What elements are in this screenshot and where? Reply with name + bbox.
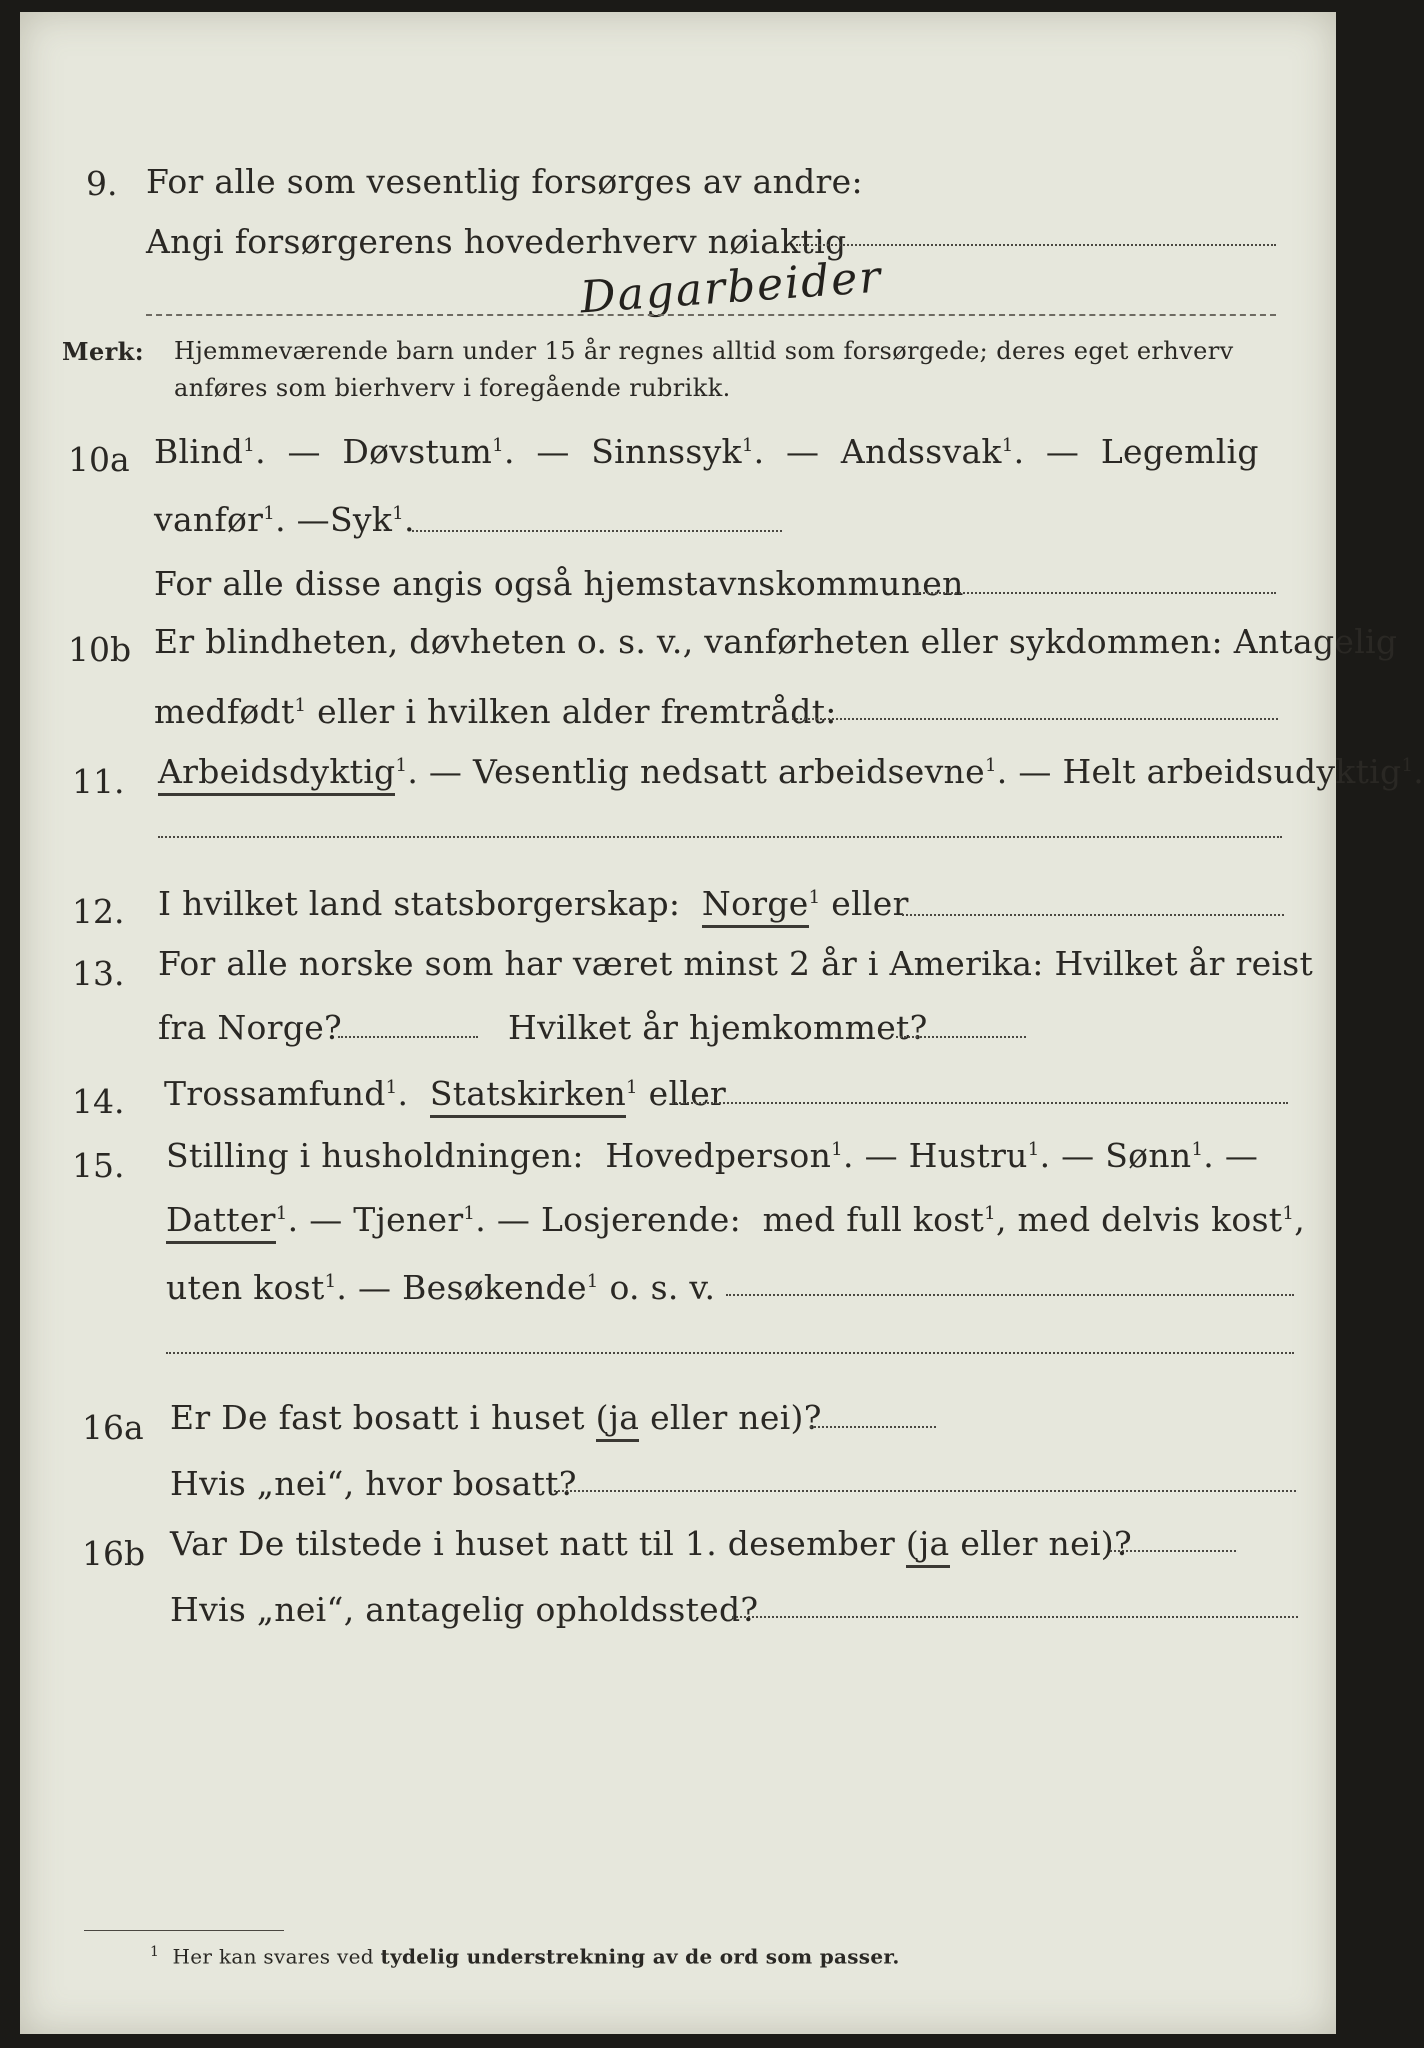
merk-line1: Hjemmeværende barn under 15 år regnes alltid som forsørgede; deres eget erhverv [174, 337, 1234, 365]
q10b-line2-text: eller i hvilken alder fremtrådt: [317, 692, 837, 731]
q16a-ja-option: (ja [596, 1398, 640, 1442]
vanfor-option: vanfør [154, 500, 264, 539]
q10a-kommune-line [916, 592, 1276, 594]
tjener-option: Tjener [353, 1200, 464, 1239]
footnote-mark: 1 [150, 1944, 160, 1960]
q16b-line2: Hvis „nei“, antagelig opholdssted? [170, 1590, 759, 1629]
q14-answer-line [672, 1102, 1288, 1104]
q9-handwritten-answer: Dagarbeider [578, 251, 884, 324]
q10a-line1: Blind$^1$. — Døvstum$^1$. — Sinnssyk$^1$. — Andssvak$^1$. — Legemlig [154, 432, 1259, 471]
besokende-option: Besøkende [402, 1268, 587, 1307]
q15-line1: Stilling i husholdningen: Hovedperson$^1$. — Hustru$^1$. — Sønn$^1$. — [166, 1136, 1259, 1175]
q13-number: 13. [72, 954, 125, 993]
datter-option: Datter [166, 1200, 276, 1244]
merk-label: Merk: [62, 337, 144, 366]
q11-line: Arbeidsdyktig$^1$. — Vesentlig nedsatt arbeidsevne$^1$. — Helt arbeidsudyktig$^1$. [158, 752, 1424, 791]
q15-number: 15. [72, 1146, 125, 1185]
q9-line1: For alle som vesentlig forsørges av andre: [146, 162, 863, 201]
q10b-number: 10b [68, 630, 132, 669]
q13-fra: fra Norge? [158, 1008, 343, 1047]
q10a-number: 10a [68, 440, 130, 479]
q15-answer-line-2 [166, 1352, 1294, 1354]
footnote-pre: Her kan svares ved [172, 1944, 374, 1969]
uten-kost-option: uten kost [166, 1268, 325, 1307]
hovedperson-option: Hovedperson [605, 1136, 832, 1175]
delvis-kost-option: med delvis kost [1017, 1200, 1283, 1239]
q9-answer-line [796, 244, 1276, 246]
andssvak-option: Andssvak [840, 432, 1002, 471]
q12-line: I hvilket land statsborgerskap: Norge$^1$ eller [158, 884, 909, 923]
q16b-answer-line [1110, 1550, 1236, 1552]
q10b-answer-line [792, 718, 1278, 720]
q16b-post: eller nei)? [960, 1524, 1132, 1563]
udyktig-option: Helt arbeidsudyktig [1062, 752, 1402, 791]
syk-option: Syk [329, 500, 393, 539]
legemlig-option: Legemlig [1100, 432, 1259, 471]
q16a-post: eller nei)? [650, 1398, 822, 1437]
q12-answer-line [902, 914, 1284, 916]
q16a-pre: Er De fast bosatt i huset [170, 1398, 585, 1437]
arbeidsdyktig-option: Arbeidsdyktig [158, 752, 395, 796]
q16b-ja-option: (ja [906, 1524, 950, 1568]
q14-eller: eller [648, 1074, 727, 1113]
q16b-line1 [170, 1524, 1132, 1563]
q16b-number: 16b [82, 1534, 146, 1573]
q14-number: 14. [72, 1082, 125, 1121]
medfodt-option: medfødt [154, 692, 295, 731]
q15-line2: Datter$^1$. — Tjener$^1$. — Losjerende: med full kost$^1$, med delvis kost$^1$, [166, 1200, 1305, 1239]
nedsatt-option: Vesentlig nedsatt arbeidsevne [473, 752, 985, 791]
q15-stilling: Stilling i husholdningen: [166, 1136, 584, 1175]
q10b-line2: medfødt$^1$ eller i hvilken alder fremtrådt: [154, 692, 837, 731]
q10a-line3: For alle disse angis også hjemstavnskommunen [154, 564, 964, 603]
q10a-line2: vanfør$^1$. —Syk$^1$. [154, 500, 415, 539]
q9-number: 9. [86, 164, 118, 203]
q16b-pre: Var De tilstede i huset natt til 1. desember [170, 1524, 896, 1563]
norge-option: Norge [702, 884, 809, 928]
footnote [150, 1944, 900, 1969]
q12-text: I hvilket land statsborgerskap: [158, 884, 681, 923]
q15-answer-line [726, 1294, 1294, 1296]
statskirken-option: Statskirken [430, 1074, 626, 1118]
q9-answer-line-2 [146, 314, 1276, 316]
q16a-line1 [170, 1398, 822, 1437]
q11-answer-line [158, 836, 1282, 838]
q14-tro: Trossamfund [164, 1074, 386, 1113]
dovstum-option: Døvstum [342, 432, 493, 471]
q16b-opholdssted-line [732, 1616, 1298, 1618]
q9-line2: Angi forsørgerens hovederhverv nøiaktig [146, 222, 847, 261]
q10a-syk-line [412, 530, 782, 532]
q10b-line1: Er blindheten, døvheten o. s. v., vanførheten eller sykdommen: Antagelig [154, 622, 1398, 661]
q13-line1: For alle norske som har været minst 2 år i Amerika: Hvilket år reist [158, 944, 1314, 983]
blind-option: Blind [154, 432, 244, 471]
q13-hjem: Hvilket år hjemkommet? [508, 1008, 928, 1047]
sinnssyk-option: Sinnssyk [591, 432, 742, 471]
q14-line: Trossamfund$^1$. Statskirken$^1$ eller [164, 1074, 726, 1113]
q15-line3: uten kost$^1$. — Besøkende$^1$ o. s. v. [166, 1268, 716, 1307]
full-kost-option: med full kost [762, 1200, 985, 1239]
sonn-option: Sønn [1105, 1136, 1192, 1175]
footnote-strong: tydelig understrekning av de ord som passer. [380, 1944, 900, 1969]
q11-number: 11. [72, 762, 125, 801]
merk-line2: anføres som bierhverv i foregående rubrikk. [174, 374, 731, 402]
hustru-option: Hustru [908, 1136, 1028, 1175]
footnote-rule [84, 1930, 284, 1931]
census-form-page [20, 12, 1424, 2034]
q12-number: 12. [72, 892, 125, 931]
q15-osv: o. s. v. [609, 1268, 716, 1307]
losjerende-label: Losjerende: [540, 1200, 742, 1239]
q16a-answer-line [810, 1426, 936, 1428]
q13-hjem-line [896, 1036, 1026, 1038]
q16a-line2: Hvis „nei“, hvor bosatt? [170, 1464, 577, 1503]
q16a-bosatt-line [554, 1490, 1296, 1492]
q12-eller: eller [831, 884, 909, 923]
q16a-number: 16a [82, 1408, 144, 1447]
q13-fra-line [338, 1036, 478, 1038]
